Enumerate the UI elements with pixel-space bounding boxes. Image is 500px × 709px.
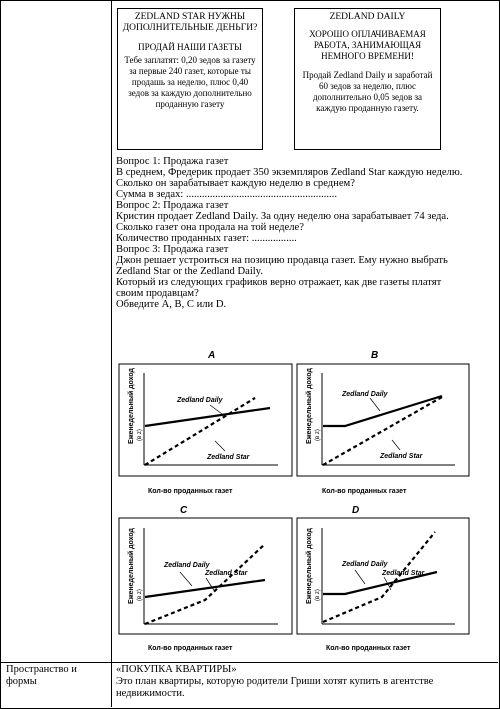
- graph-c: [119, 518, 292, 652]
- q1-line1: В среднем, Фредерик продает 350 экземпляров Zedland Star каждую неделю.: [116, 167, 463, 178]
- next-task: [116, 664, 491, 700]
- graph-b: [297, 364, 469, 495]
- graph-d-star-label: Zedland Star: [382, 570, 425, 577]
- graph-d-xlabel: Кол-во проданных газет: [326, 645, 411, 652]
- q3-line3: Который из следующих графиков верно отражает, как две газеты платят: [116, 277, 442, 288]
- q3-line1: Джон решает устроиться на позицию продавца газет. Ему нужно выбрать: [116, 255, 448, 266]
- graph-label-b: B: [371, 350, 379, 361]
- ad-daily-title: ZEDLAND DAILY: [329, 12, 406, 22]
- graph-b-xlabel: Кол-во проданных газет: [322, 488, 407, 495]
- q2-answer: Количество проданных газет: .................: [116, 233, 297, 244]
- q3-title: Вопрос 3: Продажа газет: [116, 244, 229, 255]
- q3-line2: Zedland Star or the Zedland Daily.: [116, 266, 263, 277]
- graph-c-daily-label: Zedland Daily: [164, 562, 210, 569]
- graph-a-daily-label: Zedland Daily: [177, 397, 223, 404]
- graph-c-star-label: Zedland Star: [205, 570, 248, 577]
- graph-b-star-label: Zedland Star: [380, 453, 423, 460]
- q1-answer: Сумма в зедах: .........................................................: [116, 189, 337, 200]
- q2-line1: Кристин продает Zedland Daily. За одну неделю она зарабатывает 74 зеда.: [116, 211, 449, 222]
- graph-a: [119, 364, 292, 495]
- q3-line5: Обведите A, B, C или D.: [116, 299, 227, 310]
- graph-label-d: D: [352, 505, 360, 516]
- q1-line2: Сколько он зарабатывает каждую неделю в среднем?: [116, 178, 355, 189]
- q2-title: Вопрос 2: Продажа газет: [116, 200, 229, 211]
- graph-a-star-label: Zedland Star: [207, 454, 250, 461]
- graph-b-daily-label: Zedland Daily: [342, 391, 388, 398]
- graph-a-ylabel: Еженедельный доход: [128, 368, 135, 444]
- graph-label-c: C: [180, 505, 188, 516]
- next-task-text: Это план квартиры, которую родители Гриши хотят купить в агентстве недвижимости.: [116, 676, 434, 699]
- q2-line2: Сколько газет она продала на той неделе?: [116, 222, 304, 233]
- graph-c-yunit: (в z): [137, 589, 143, 601]
- ad-star-subtitle: ПРОДАЙ НАШИ ГАЗЕТЫ: [138, 42, 242, 52]
- graph-c-xlabel: Кол-во проданных газет: [148, 645, 233, 652]
- graph-a-yunit: (в z): [137, 429, 143, 441]
- q1-title: Вопрос 1: Продажа газет: [116, 156, 229, 167]
- graph-b-yunit: (в z): [315, 429, 321, 441]
- ad-daily-subtitle: ХОРОШО ОПЛАЧИВАЕМАЯ РАБОТА, ЗАНИМАЮЩАЯ НЕМНОГО ВРЕМЕНИ!: [309, 29, 426, 61]
- graph-label-a: A: [208, 350, 216, 361]
- ad-daily-body: Продай Zedland Daily и заработай 60 зедов за неделю, плюс дополнительно 0,05 зедов за каждую проданную газету.: [302, 70, 433, 113]
- graph-a-xlabel: Кол-во проданных газет: [148, 488, 233, 495]
- graph-d-yunit: (в z): [315, 589, 321, 601]
- next-task-title: «ПОКУПКА КВАРТИРЫ»: [116, 664, 237, 675]
- graph-d-ylabel: Еженедельный доход: [306, 528, 313, 604]
- ad-star-title: ZEDLAND STAR НУЖНЫ ДОПОЛНИТЕЛЬНЫЕ ДЕНЬГИ?: [122, 12, 258, 33]
- section-label: Пространство и формы: [6, 664, 77, 687]
- graph-d: [297, 518, 469, 652]
- graph-d-daily-label: Zedland Daily: [342, 561, 388, 568]
- q3-line4: своим продавцам?: [116, 288, 199, 299]
- graph-b-ylabel: Еженедельный доход: [306, 368, 313, 444]
- graph-c-ylabel: Еженедельный доход: [128, 528, 135, 604]
- ad-star-body: Тебе заплатят: 0,20 зедов за газету за первые 240 газет, которые ты продашь за неделю, плюс 0,40 зедов за каждую дополнительно проданную газету: [124, 55, 256, 109]
